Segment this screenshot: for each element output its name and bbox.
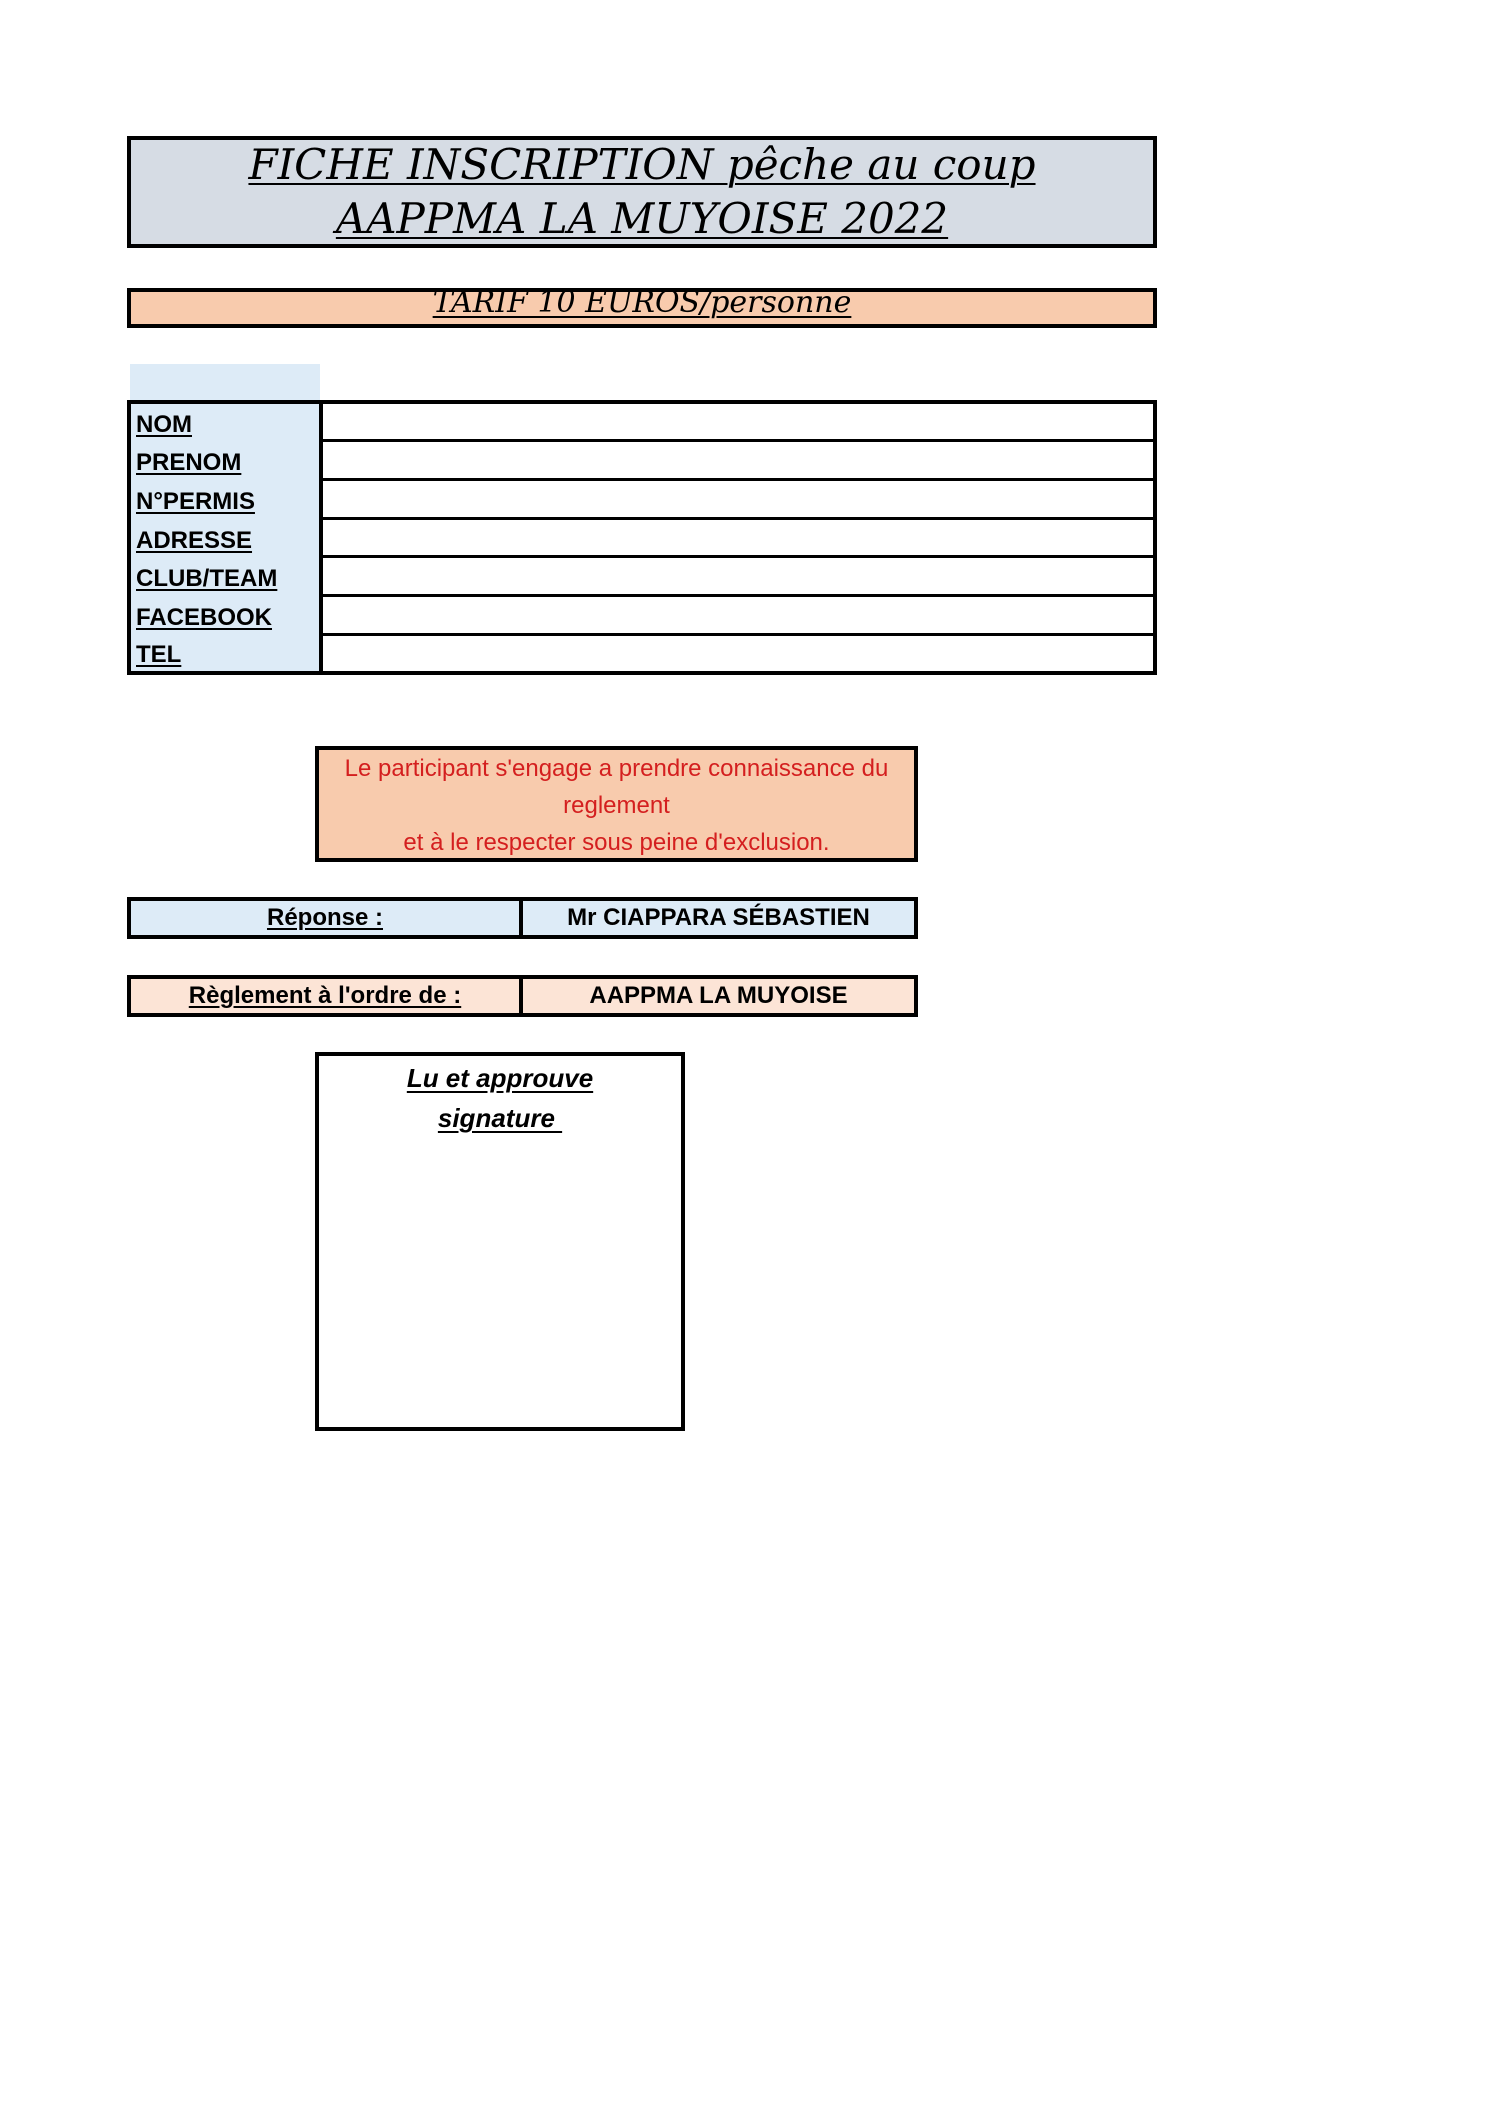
form-row-nom (129, 402, 1155, 441)
tarif-banner (127, 285, 1157, 328)
form-title: FICHE INSCRIPTION pêche au coup (248, 140, 1036, 189)
field-label: NOM (129, 402, 321, 441)
notice-line: et à le respecter sous peine d'exclusion. (403, 829, 830, 856)
form-row-tel (129, 634, 1155, 673)
reponse-value: Mr CIAPPARA SÉBASTIEN (567, 904, 870, 931)
nom-field[interactable] (321, 402, 1155, 441)
engagement-notice (315, 746, 918, 862)
notice-line: Le participant s'engage a prendre connaissance du (344, 755, 889, 782)
reponse-label: Réponse : (131, 901, 523, 935)
field-label: N°PERMIS (129, 479, 321, 518)
field-label: FACEBOOK (129, 595, 321, 634)
signature-box[interactable] (315, 1052, 685, 1431)
reglement-row (127, 975, 918, 1017)
form-row-club (129, 557, 1155, 596)
permis-field[interactable] (321, 479, 1155, 518)
adresse-field[interactable] (321, 518, 1155, 557)
form-row-adresse (129, 518, 1155, 557)
signature-caption: Lu et approuve (406, 1063, 594, 1093)
prenom-field[interactable] (321, 441, 1155, 480)
identity-form (127, 400, 1157, 675)
club-field[interactable] (321, 557, 1155, 596)
title-box (127, 136, 1157, 248)
form-subtitle: AAPPMA LA MUYOISE 2022 (335, 194, 949, 243)
signature-label: signature (437, 1103, 563, 1133)
form-row-prenom (129, 441, 1155, 480)
label-column-header (130, 364, 320, 404)
reglement-label: Règlement à l'ordre de : (131, 979, 523, 1013)
form-row-permis (129, 479, 1155, 518)
reglement-value: AAPPMA LA MUYOISE (589, 982, 848, 1009)
field-label: ADRESSE (129, 518, 321, 557)
form-row-facebook (129, 595, 1155, 634)
tarif-text: TARIF 10 EUROS/personne (432, 285, 852, 320)
tel-field[interactable] (321, 634, 1155, 673)
reponse-row (127, 897, 918, 939)
notice-line: reglement (563, 792, 670, 819)
field-label: PRENOM (129, 441, 321, 480)
field-label: CLUB/TEAM (129, 557, 321, 596)
facebook-field[interactable] (321, 595, 1155, 634)
field-label: TEL (129, 634, 321, 673)
